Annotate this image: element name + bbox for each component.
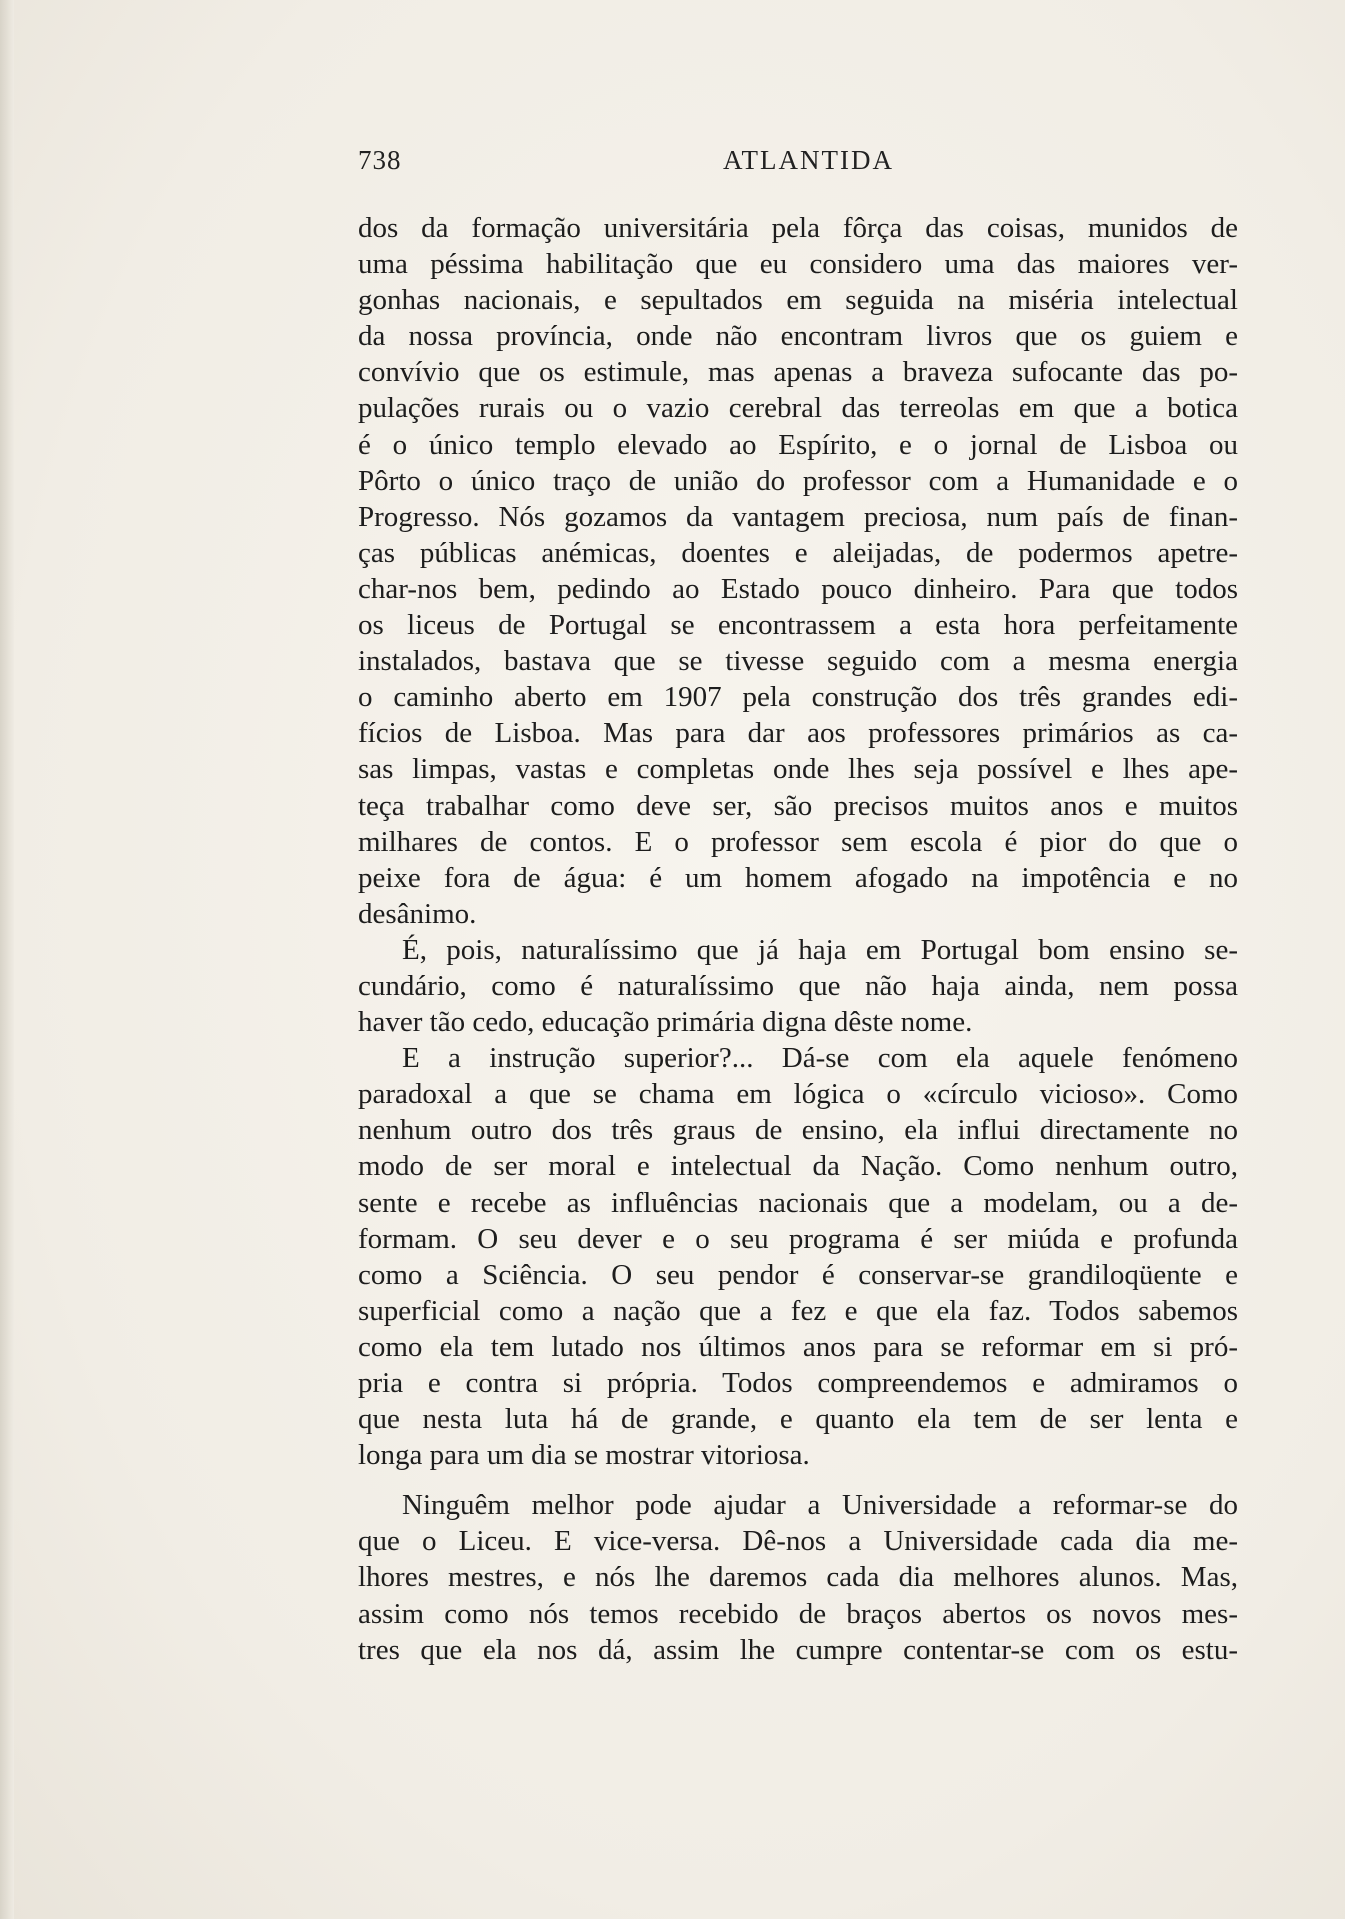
paragraph [358,932,1238,1040]
page-header [358,145,894,179]
text-line: lhores mestres, e nós lhe daremos cada dia melhores alunos. Mas, [358,1561,1238,1594]
text-line: paradoxal a que se chama em lógica o «círculo vicioso». Como [358,1078,1238,1111]
text-line: peixe fora de água: é um homem afogado na impotência e no [358,861,1238,894]
text-line: modo de ser moral e intelectual da Nação. Como nenhum outro, [358,1150,1238,1183]
text-line: fícios de Lisboa. Mas para dar aos professores primários as ca- [358,717,1238,750]
text-line: superficial como a nação que a fez e que ela faz. Todos sabemos [358,1294,1238,1327]
text-line: cundário, como é naturalíssimo que não haja ainda, nem possa [358,969,1238,1002]
text-line: tres que ela nos dá, assim lhe cumpre contentar-se com os estu- [358,1633,1238,1666]
text-line: teça trabalhar como deve ser, são precisos muitos anos e muitos [358,789,1238,822]
text-line: pria e contra si própria. Todos compreendemos e admiramos o [358,1367,1238,1399]
text-line: como a Sciência. O seu pendor é conservar-se grandiloqüente e [358,1258,1238,1291]
text-line: ças públicas anémicas, doentes e aleijadas, de podermos apetre- [358,536,1238,569]
text-line: que nesta luta há de grande, e quanto ela tem de ser lenta e [358,1403,1238,1436]
page-binding-edge [0,0,14,1919]
text-line: o caminho aberto em 1907 pela construção dos três grandes edi- [358,681,1238,714]
text-line: Ninguêm melhor pode ajudar a Universidade a reformar-se do [402,1489,1238,1522]
text-line: formam. O seu dever e o seu programa é ser miúda e profunda [358,1222,1238,1255]
text-line: pulações rurais ou o vazio cerebral das terreolas em que a botica [358,392,1238,425]
text-line: uma péssima habilitação que eu considero uma das maiores ver- [358,248,1238,281]
text-line: da nossa província, onde não encontram livros que os guiem e [358,320,1238,353]
text-line: milhares de contos. E o professor sem escola é pior do que o [358,825,1238,858]
text-line: nenhum outro dos três graus de ensino, ela influi directamente no [358,1114,1238,1147]
text-line: Progresso. Nós gozamos da vantagem preciosa, num país de finan- [358,500,1238,533]
page-number: 738 [358,145,402,175]
paragraph [358,210,1238,932]
text-line: E a instrução superior?... Dá-se com ela aquele fenómeno [402,1042,1238,1075]
text-line: como ela tem lutado nos últimos anos para se reformar em si pró- [358,1330,1238,1363]
text-line: convívio que os estimule, mas apenas a braveza sufocante das po- [358,356,1238,389]
text-line: longa para um dia se mostrar vitoriosa. [358,1439,810,1472]
running-title: ATLANTIDA [723,145,894,175]
text-line: instalados, bastava que se tivesse seguido com a mesma energia [358,645,1238,678]
text-line: assim como nós temos recebido de braços abertos os novos mes- [358,1597,1238,1630]
text-line: Pôrto o único traço de união do professor com a Humanidade e o [358,464,1238,497]
body-text [358,210,1238,1668]
text-line: gonhas nacionais, e sepultados em seguida na miséria intelectual [358,284,1238,317]
text-line: sas limpas, vastas e completas onde lhes seja possível e lhes ape- [358,753,1238,786]
paragraph-spacing [358,1473,1238,1487]
text-line: É, pois, naturalíssimo que já haja em Portugal bom ensino se- [402,933,1238,966]
text-line: dos da formação universitária pela fôrça das coisas, munidos de [358,212,1238,244]
text-line: sente e recebe as influências nacionais que a modelam, ou a de- [358,1186,1238,1219]
text-line: é o único templo elevado ao Espírito, e o jornal de Lisboa ou [358,428,1238,461]
text-line: char-nos bem, pedindo ao Estado pouco dinheiro. Para que todos [358,572,1238,605]
paragraph [358,1487,1238,1667]
text-line: desânimo. [358,897,477,930]
text-line: os liceus de Portugal se encontrassem a esta hora perfeitamente [358,609,1238,642]
text-line: haver tão cedo, educação primária digna dêste nome. [358,1006,973,1039]
paragraph [358,1040,1238,1473]
text-line: que o Liceu. E vice-versa. Dê-nos a Universidade cada dia me- [358,1525,1238,1558]
